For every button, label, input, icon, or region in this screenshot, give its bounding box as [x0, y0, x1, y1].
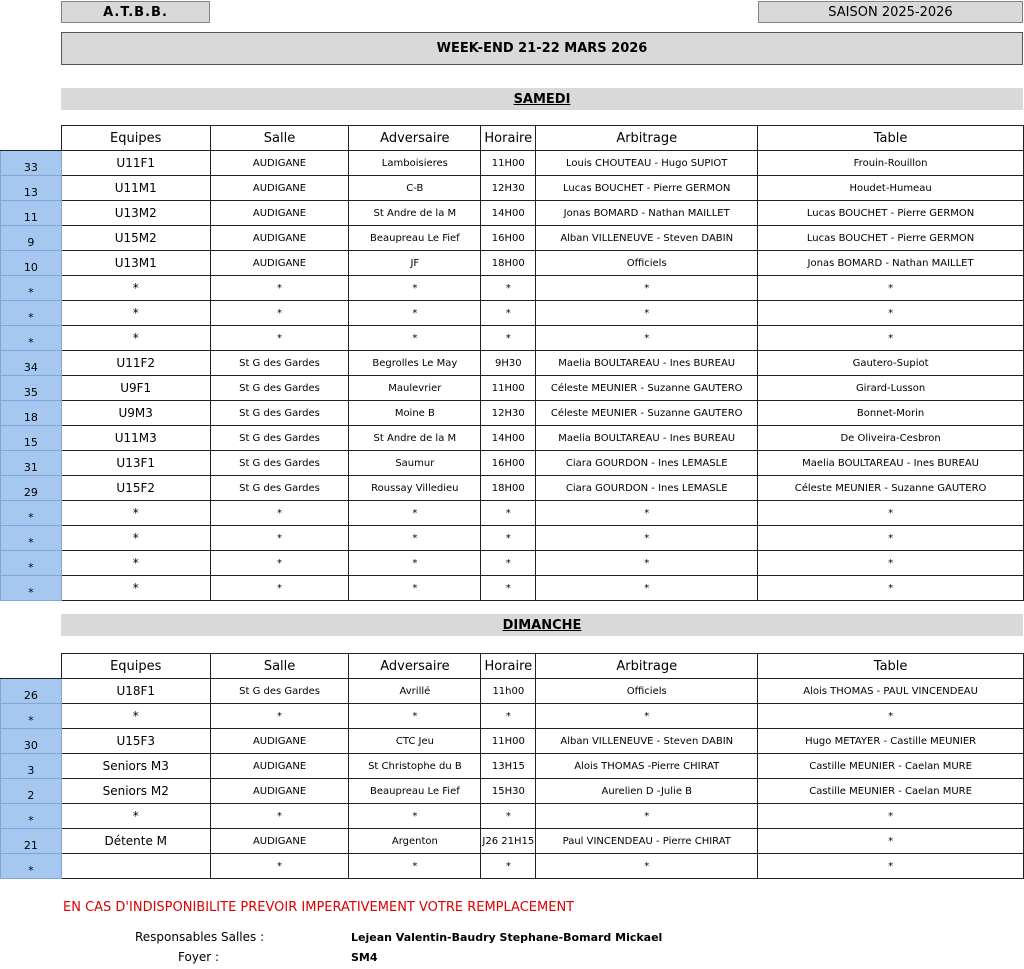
referees-cell: *: [536, 301, 758, 326]
time-cell: 12H30: [481, 176, 536, 201]
opponent-cell: *: [349, 854, 481, 879]
table-row: [1, 854, 1024, 879]
time-cell: *: [481, 804, 536, 829]
team-cell: *: [61, 276, 210, 301]
table-assignment-cell: *: [758, 326, 1024, 351]
hall-cell: AUDIGANE: [210, 176, 349, 201]
referees-cell: *: [536, 276, 758, 301]
referees-cell: Aurelien D -Julie B: [536, 779, 758, 804]
referees-cell: Alois THOMAS -Pierre CHIRAT: [536, 754, 758, 779]
table-row: [1, 451, 1024, 476]
table-assignment-cell: Gautero-Supiot: [758, 351, 1024, 376]
hall-managers-value: Lejean Valentin-Baudry Stephane-Bomard Mickael: [351, 931, 663, 944]
hall-cell: *: [210, 551, 349, 576]
time-cell: 13H15: [481, 754, 536, 779]
table-assignment-cell: Frouin-Rouillon: [758, 151, 1024, 176]
opponent-cell: St Andre de la M: [349, 201, 481, 226]
time-cell: 11h00: [481, 679, 536, 704]
hall-cell: AUDIGANE: [210, 226, 349, 251]
referees-cell: *: [536, 854, 758, 879]
match-number: 15: [1, 426, 62, 451]
referees-cell: *: [536, 526, 758, 551]
referees-cell: Maelia BOULTAREAU - Ines BUREAU: [536, 426, 758, 451]
column-header: Table: [758, 126, 1024, 151]
team-cell: U15F2: [61, 476, 210, 501]
table-row: [1, 176, 1024, 201]
table-assignment-cell: Lucas BOUCHET - Pierre GERMON: [758, 226, 1024, 251]
table-assignment-cell: *: [758, 526, 1024, 551]
referees-cell: *: [536, 501, 758, 526]
team-cell: U13F1: [61, 451, 210, 476]
hall-cell: *: [210, 501, 349, 526]
time-cell: 18H00: [481, 251, 536, 276]
team-cell: U9M3: [61, 401, 210, 426]
opponent-cell: *: [349, 326, 481, 351]
referees-cell: *: [536, 704, 758, 729]
column-header: Equipes: [61, 126, 210, 151]
hall-managers-label: Responsables Salles :: [135, 930, 265, 944]
match-number: *: [1, 576, 62, 601]
referees-cell: Alban VILLENEUVE - Steven DABIN: [536, 226, 758, 251]
opponent-cell: Argenton: [349, 829, 481, 854]
time-cell: 9H30: [481, 351, 536, 376]
table-assignment-cell: *: [758, 829, 1024, 854]
opponent-cell: C-B: [349, 176, 481, 201]
column-header: Horaire: [481, 654, 536, 679]
table-row: [1, 754, 1024, 779]
table-assignment-cell: Maelia BOULTAREAU - Ines BUREAU: [758, 451, 1024, 476]
time-cell: *: [481, 576, 536, 601]
column-header: Arbitrage: [536, 654, 758, 679]
match-number: 34: [1, 351, 62, 376]
opponent-cell: JF: [349, 251, 481, 276]
match-number: 13: [1, 176, 62, 201]
time-cell: *: [481, 301, 536, 326]
match-number: *: [1, 854, 62, 879]
saturday-schedule-table: [0, 125, 1024, 601]
match-number: 18: [1, 401, 62, 426]
table-assignment-cell: Alois THOMAS - PAUL VINCENDEAU: [758, 679, 1024, 704]
replacement-warning: EN CAS D'INDISPONIBILITE PREVOIR IMPERATIVEMENT VOTRE REMPLACEMENT: [63, 900, 575, 915]
referees-cell: Lucas BOUCHET - Pierre GERMON: [536, 176, 758, 201]
opponent-cell: Beaupreau Le Fief: [349, 779, 481, 804]
team-cell: Seniors M2: [61, 779, 210, 804]
time-cell: *: [481, 704, 536, 729]
column-header: Equipes: [61, 654, 210, 679]
time-cell: *: [481, 526, 536, 551]
opponent-cell: Beaupreau Le Fief: [349, 226, 481, 251]
match-number: 31: [1, 451, 62, 476]
table-assignment-cell: De Oliveira-Cesbron: [758, 426, 1024, 451]
team-cell: U13M1: [61, 251, 210, 276]
table-row: [1, 276, 1024, 301]
table-row: [1, 476, 1024, 501]
column-header: Adversaire: [349, 654, 481, 679]
match-number: *: [1, 804, 62, 829]
table-assignment-cell: *: [758, 576, 1024, 601]
opponent-cell: Moine B: [349, 401, 481, 426]
table-row: [1, 351, 1024, 376]
match-number: 3: [1, 754, 62, 779]
opponent-cell: Roussay Villedieu: [349, 476, 481, 501]
table-header-row: [1, 126, 1024, 151]
table-row: [1, 376, 1024, 401]
hall-cell: AUDIGANE: [210, 779, 349, 804]
table-row: [1, 779, 1024, 804]
table-row: [1, 201, 1024, 226]
table-row: [1, 151, 1024, 176]
referees-cell: Ciara GOURDON - Ines LEMASLE: [536, 476, 758, 501]
team-cell: *: [61, 576, 210, 601]
match-number: 9: [1, 226, 62, 251]
hall-cell: *: [210, 576, 349, 601]
table-assignment-cell: Castille MEUNIER - Caelan MURE: [758, 754, 1024, 779]
hall-cell: *: [210, 326, 349, 351]
team-cell: U11M3: [61, 426, 210, 451]
team-cell: *: [61, 704, 210, 729]
match-number: 21: [1, 829, 62, 854]
hall-cell: AUDIGANE: [210, 251, 349, 276]
weekend-title: WEEK-END 21-22 MARS 2026: [61, 32, 1023, 65]
team-cell: U13M2: [61, 201, 210, 226]
table-row: [1, 526, 1024, 551]
table-assignment-cell: Houdet-Humeau: [758, 176, 1024, 201]
opponent-cell: Begrolles Le May: [349, 351, 481, 376]
opponent-cell: *: [349, 804, 481, 829]
referees-cell: *: [536, 576, 758, 601]
opponent-cell: *: [349, 704, 481, 729]
team-cell: *: [61, 551, 210, 576]
time-cell: 18H00: [481, 476, 536, 501]
table-row: [1, 829, 1024, 854]
opponent-cell: *: [349, 576, 481, 601]
time-cell: *: [481, 551, 536, 576]
referees-cell: Ciara GOURDON - Ines LEMASLE: [536, 451, 758, 476]
table-assignment-cell: Hugo METAYER - Castille MEUNIER: [758, 729, 1024, 754]
table-row: [1, 576, 1024, 601]
opponent-cell: CTC Jeu: [349, 729, 481, 754]
opponent-cell: Lamboisieres: [349, 151, 481, 176]
table-row: [1, 251, 1024, 276]
table-assignment-cell: Céleste MEUNIER - Suzanne GAUTERO: [758, 476, 1024, 501]
table-row: [1, 551, 1024, 576]
table-row: [1, 326, 1024, 351]
opponent-cell: *: [349, 301, 481, 326]
table-row: [1, 426, 1024, 451]
referees-cell: Officiels: [536, 251, 758, 276]
team-cell: U15M2: [61, 226, 210, 251]
table-row: [1, 679, 1024, 704]
table-assignment-cell: Castille MEUNIER - Caelan MURE: [758, 779, 1024, 804]
table-assignment-cell: Bonnet-Morin: [758, 401, 1024, 426]
table-row: [1, 301, 1024, 326]
hall-cell: St G des Gardes: [210, 476, 349, 501]
hall-cell: AUDIGANE: [210, 729, 349, 754]
table-row: [1, 729, 1024, 754]
bar-label: Foyer :: [178, 950, 220, 964]
team-cell: U18F1: [61, 679, 210, 704]
referees-cell: Louis CHOUTEAU - Hugo SUPIOT: [536, 151, 758, 176]
referees-cell: Paul VINCENDEAU - Pierre CHIRAT: [536, 829, 758, 854]
match-number: *: [1, 526, 62, 551]
hall-cell: *: [210, 804, 349, 829]
team-cell: U11F2: [61, 351, 210, 376]
table-assignment-cell: *: [758, 501, 1024, 526]
table-row: [1, 501, 1024, 526]
team-cell: *: [61, 526, 210, 551]
time-cell: 12H30: [481, 401, 536, 426]
season-label: SAISON 2025-2026: [758, 1, 1023, 23]
time-cell: 16H00: [481, 451, 536, 476]
opponent-cell: Maulevrier: [349, 376, 481, 401]
column-header: Table: [758, 654, 1024, 679]
time-cell: 14H00: [481, 201, 536, 226]
match-number: 11: [1, 201, 62, 226]
table-assignment-cell: *: [758, 854, 1024, 879]
team-cell: U15F3: [61, 729, 210, 754]
hall-cell: *: [210, 704, 349, 729]
match-number: 2: [1, 779, 62, 804]
time-cell: J26 21H15: [481, 829, 536, 854]
referees-cell: Officiels: [536, 679, 758, 704]
hall-cell: St G des Gardes: [210, 426, 349, 451]
hall-cell: St G des Gardes: [210, 351, 349, 376]
time-cell: 11H00: [481, 729, 536, 754]
time-cell: 15H30: [481, 779, 536, 804]
team-cell: Seniors M3: [61, 754, 210, 779]
opponent-cell: *: [349, 501, 481, 526]
table-row: [1, 226, 1024, 251]
sunday-title: DIMANCHE: [61, 614, 1023, 636]
hall-cell: St G des Gardes: [210, 376, 349, 401]
time-cell: *: [481, 854, 536, 879]
hall-cell: AUDIGANE: [210, 151, 349, 176]
hall-cell: *: [210, 301, 349, 326]
team-cell: U11M1: [61, 176, 210, 201]
opponent-cell: Avrillé: [349, 679, 481, 704]
opponent-cell: Saumur: [349, 451, 481, 476]
time-cell: *: [481, 276, 536, 301]
header-blank-cell: [1, 654, 62, 679]
table-row: [1, 804, 1024, 829]
table-row: [1, 704, 1024, 729]
team-cell: *: [61, 501, 210, 526]
column-header: Salle: [210, 654, 349, 679]
match-number: *: [1, 704, 62, 729]
column-header: Adversaire: [349, 126, 481, 151]
match-number: *: [1, 301, 62, 326]
saturday-title: SAMEDI: [61, 88, 1023, 110]
time-cell: 11H00: [481, 151, 536, 176]
table-assignment-cell: Lucas BOUCHET - Pierre GERMON: [758, 201, 1024, 226]
time-cell: *: [481, 326, 536, 351]
match-number: 29: [1, 476, 62, 501]
opponent-cell: St Andre de la M: [349, 426, 481, 451]
hall-cell: AUDIGANE: [210, 754, 349, 779]
match-number: 26: [1, 679, 62, 704]
referees-cell: *: [536, 551, 758, 576]
table-row: [1, 401, 1024, 426]
time-cell: 11H00: [481, 376, 536, 401]
team-cell: *: [61, 301, 210, 326]
table-assignment-cell: *: [758, 704, 1024, 729]
hall-cell: St G des Gardes: [210, 401, 349, 426]
match-number: 35: [1, 376, 62, 401]
header-blank-cell: [1, 126, 62, 151]
hall-cell: St G des Gardes: [210, 679, 349, 704]
match-number: *: [1, 551, 62, 576]
match-number: *: [1, 326, 62, 351]
referees-cell: Alban VILLENEUVE - Steven DABIN: [536, 729, 758, 754]
opponent-cell: *: [349, 551, 481, 576]
hall-cell: AUDIGANE: [210, 829, 349, 854]
match-number: *: [1, 501, 62, 526]
table-assignment-cell: *: [758, 301, 1024, 326]
sunday-schedule-table: [0, 653, 1024, 879]
referees-cell: *: [536, 804, 758, 829]
opponent-cell: St Christophe du B: [349, 754, 481, 779]
referees-cell: *: [536, 326, 758, 351]
column-header: Arbitrage: [536, 126, 758, 151]
table-assignment-cell: *: [758, 551, 1024, 576]
bar-value: SM4: [351, 951, 378, 964]
referees-cell: Céleste MEUNIER - Suzanne GAUTERO: [536, 401, 758, 426]
table-assignment-cell: Jonas BOMARD - Nathan MAILLET: [758, 251, 1024, 276]
opponent-cell: *: [349, 276, 481, 301]
match-number: 10: [1, 251, 62, 276]
team-cell: U11F1: [61, 151, 210, 176]
hall-cell: St G des Gardes: [210, 451, 349, 476]
referees-cell: Jonas BOMARD - Nathan MAILLET: [536, 201, 758, 226]
match-number: 33: [1, 151, 62, 176]
team-cell: U9F1: [61, 376, 210, 401]
referees-cell: Maelia BOULTAREAU - Ines BUREAU: [536, 351, 758, 376]
table-assignment-cell: Girard-Lusson: [758, 376, 1024, 401]
time-cell: 16H00: [481, 226, 536, 251]
hall-cell: *: [210, 276, 349, 301]
club-name: A.T.B.B.: [61, 1, 210, 23]
hall-cell: *: [210, 526, 349, 551]
team-cell: *: [61, 804, 210, 829]
hall-cell: *: [210, 854, 349, 879]
column-header: Salle: [210, 126, 349, 151]
team-cell: Détente M: [61, 829, 210, 854]
table-assignment-cell: *: [758, 276, 1024, 301]
table-assignment-cell: *: [758, 804, 1024, 829]
match-number: 30: [1, 729, 62, 754]
hall-cell: AUDIGANE: [210, 201, 349, 226]
match-number: *: [1, 276, 62, 301]
team-cell: *: [61, 326, 210, 351]
time-cell: *: [481, 501, 536, 526]
table-header-row: [1, 654, 1024, 679]
opponent-cell: *: [349, 526, 481, 551]
time-cell: 14H00: [481, 426, 536, 451]
team-cell: [61, 854, 210, 879]
column-header: Horaire: [481, 126, 536, 151]
referees-cell: Céleste MEUNIER - Suzanne GAUTERO: [536, 376, 758, 401]
